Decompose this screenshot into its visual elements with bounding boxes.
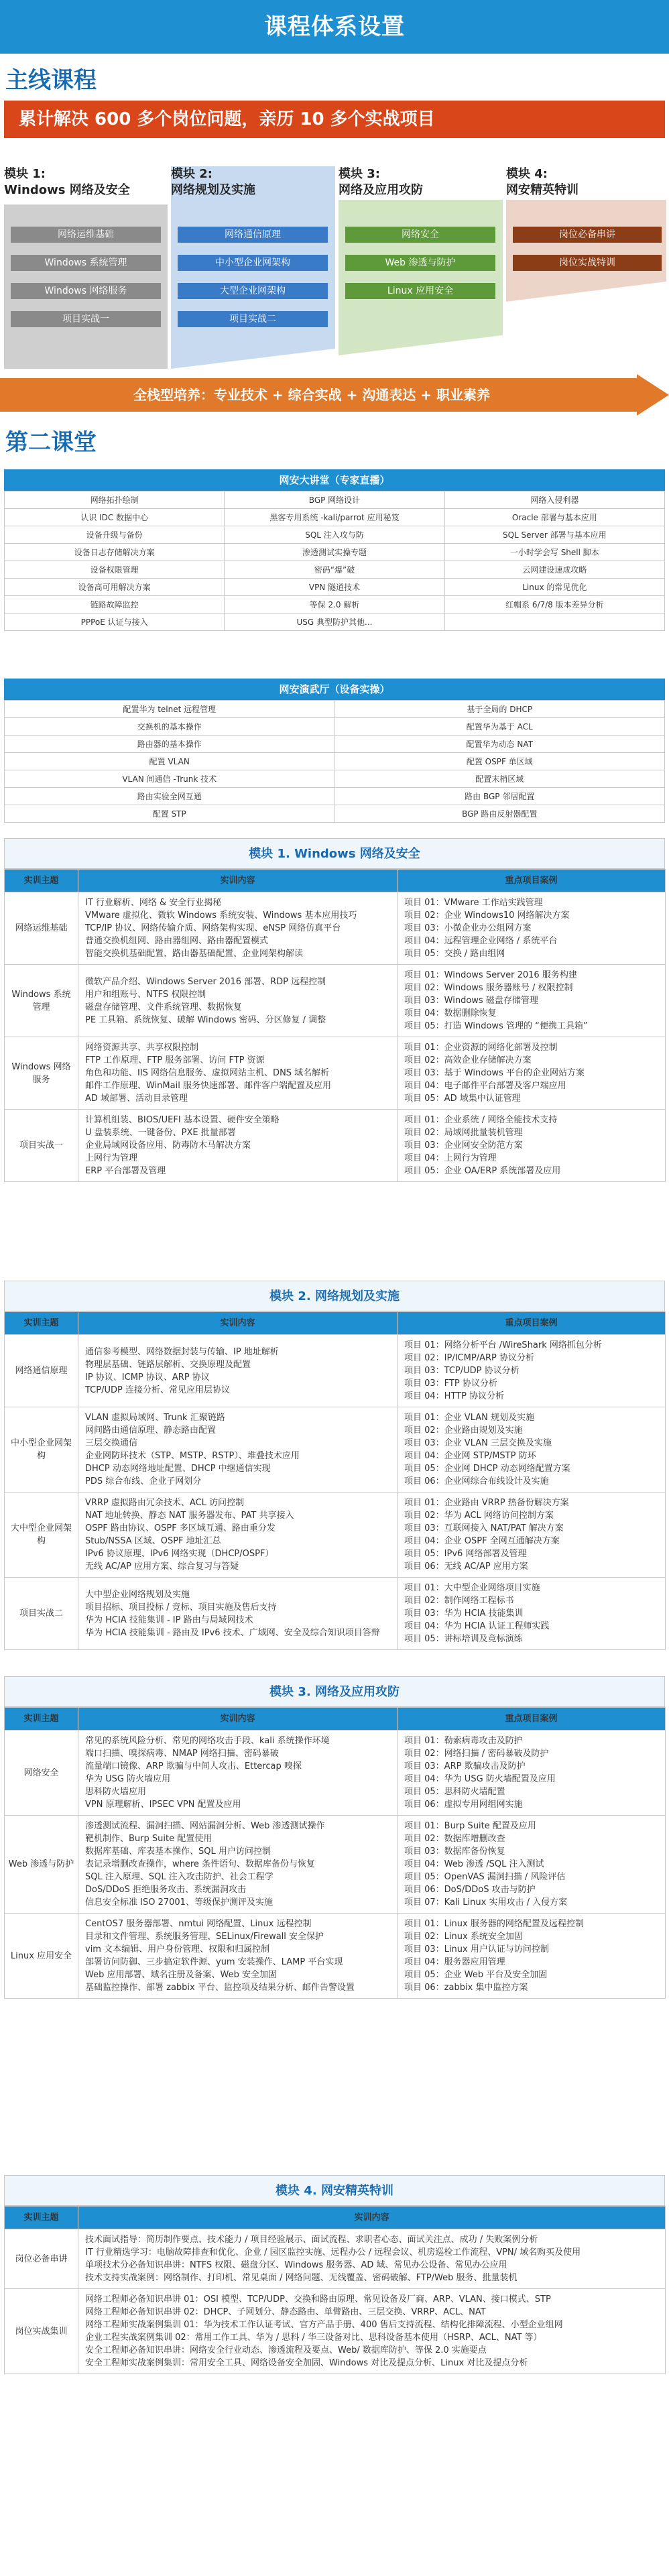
section-title-second: 第二课堂 xyxy=(5,429,97,456)
module-4-title: 模块 4: 网安精英特训 xyxy=(506,167,579,197)
table-row xyxy=(5,1037,666,1110)
m4-grid xyxy=(4,2206,666,2374)
module-1-item: Windows 系统管理 xyxy=(11,255,161,271)
case-line: 项目 03：企业网安全防范方案 xyxy=(404,1140,523,1151)
content-line: 数据库基础、库表基本操作、SQL 用户访问控制 xyxy=(85,1847,271,1857)
table-row xyxy=(5,1816,666,1914)
dojo-cell: 路由器的基本操作 xyxy=(5,736,335,753)
case-line: 项目 01：Burp Suite 配置及应用 xyxy=(404,1821,536,1831)
page-title: 课程体系设置 xyxy=(0,0,669,54)
dojo-cell: 交换机的基本操作 xyxy=(5,718,335,736)
content-line: 华为 HCIA 技能集训 - 路由及 IPv6 技术、广域网、安全及综合知识项目答辩 xyxy=(85,1627,380,1638)
column-header: 实训主题 xyxy=(5,870,78,892)
content-line: ERP 平台部署及管理 xyxy=(85,1166,166,1176)
lecture-cell: 设备升级与备份 xyxy=(5,526,225,544)
content-line: DHCP 动态网络地址配置、DHCP 中继通信实现 xyxy=(85,1464,271,1474)
content-line: VLAN 虚拟局域网、Trunk 汇聚链路 xyxy=(85,1413,225,1423)
lecture-cell: 网络入侵利器 xyxy=(444,491,664,509)
content-line: 大中型企业网络规划及实施 xyxy=(85,1589,190,1600)
lecture-cell: Linux 的常见优化 xyxy=(444,579,664,596)
lecture-cell: BGP 网络设计 xyxy=(225,491,444,509)
table-row xyxy=(5,1578,666,1650)
case-line: 项目 06：zabbix 集中监控方案 xyxy=(404,1983,528,1993)
case-line: 项目 02：高效企业存储解决方案 xyxy=(404,1055,532,1065)
content-line: 思科防火墙应用 xyxy=(85,1787,147,1797)
lecture-header: 网安大讲堂（专家直播） xyxy=(4,469,665,491)
content-line: OSPF 路由协议、OSPF 多区域互通、路由重分发 xyxy=(85,1523,276,1533)
case-line: 项目 05：IPv6 网络部署及管理 xyxy=(404,1549,527,1559)
content-line: U 盘装系统、一键备份、PXE 批量部署 xyxy=(85,1128,236,1138)
table-row xyxy=(5,2289,666,2374)
module-2-title: 模块 2: 网络规划及实施 xyxy=(171,167,255,197)
training-arrow-text: 全栈型培养：专业技术 + 综合实战 + 沟通表达 + 职业素养 xyxy=(133,387,491,403)
module-1-item: 项目实战一 xyxy=(11,311,161,327)
dojo-row xyxy=(5,753,665,770)
lecture-cell: SQL Server 部署与基本应用 xyxy=(444,526,664,544)
content-line: 企业局域网设备应用、防毒防木马解决方案 xyxy=(85,1140,251,1151)
content-line: 物理层基础、链路层解析、交换原理及配置 xyxy=(85,1359,251,1370)
content-line: 网间路由通信原理、静态路由配置 xyxy=(85,1425,217,1436)
lecture-table xyxy=(4,491,665,631)
case-line: 项目 06：虚拟专用网组网实施 xyxy=(404,1800,523,1810)
case-line: 项目 04：Web 渗透 /SQL 注入测试 xyxy=(404,1859,544,1869)
content-line: PE 工具箱、系统恢复、破解 Windows 密码、分区修复 / 调整 xyxy=(85,1014,326,1025)
module-2-item: 中小型企业网架构 xyxy=(178,255,328,271)
case-line: 项目 02：Windows 服务器账号 / 权限控制 xyxy=(404,983,573,993)
content-line: 智能交换机基础配置、路由器基础配置、企业网架构解读 xyxy=(85,949,304,959)
content-line: 角色和功能、IIS 网络信息服务、虚拟网站主机、DNS 域名解析 xyxy=(85,1068,330,1078)
lecture-cell: 红帽系 6/7/8 版本差异分析 xyxy=(444,596,664,613)
case-cell xyxy=(398,892,666,965)
lecture-cell: 黑客专用系统 -kali/parrot 应用秘笈 xyxy=(225,509,444,526)
topic-cell: 中小型企业网架构 xyxy=(5,1407,78,1492)
table-row xyxy=(5,1110,666,1182)
case-line: 项目 02：华为 ACL 网络访问控制方案 xyxy=(404,1511,554,1521)
module-1-title: 模块 1: Windows 网络及安全 xyxy=(4,167,130,197)
content-line: 无线 AC/AP 应用方案、综合复习与答疑 xyxy=(85,1562,239,1572)
case-line: 项目 03：TCP/UDP 协议分析 xyxy=(404,1366,520,1376)
content-line: CentOS7 服务器部署、nmtui 网络配置、Linux 远程控制 xyxy=(85,1919,312,1929)
m2-title: 模块 2. 网络规划及实施 xyxy=(4,1281,665,1311)
case-line: 项目 04：电子邮件平台部署及客户端应用 xyxy=(404,1081,566,1091)
table-row xyxy=(5,1407,666,1492)
topic-cell: 网络通信原理 xyxy=(5,1335,78,1407)
column-header: 实训内容 xyxy=(78,1312,398,1335)
table-row xyxy=(5,1731,666,1816)
case-line: 项目 02：网络扫描 / 密码暴破及防护 xyxy=(404,1749,549,1759)
content-line: TCP/IP 协议、网络传输介质、网络架构实现、eNSP 网络仿真平台 xyxy=(85,923,341,933)
content-line: 计算机组装、BIOS/UEFI 基本设置、硬件安全策略 xyxy=(85,1115,280,1125)
content-line: IPv6 协议原理、IPv6 网络实现（DHCP/OSPF） xyxy=(85,1549,274,1559)
topic-cell: 岗位必备串讲 xyxy=(5,2229,78,2289)
content-line: 华为 HCIA 技能集训 - IP 路由与局域网技术 xyxy=(85,1615,253,1625)
content-line: 信息安全标准 ISO 27001、等级保护测评及实施 xyxy=(85,1897,273,1908)
table-row xyxy=(5,892,666,965)
module-4-item: 岗位必备串讲 xyxy=(513,227,662,243)
case-line: 项目 03：基于 Windows 平台的企业网站方案 xyxy=(404,1068,585,1078)
lecture-row xyxy=(5,509,665,526)
module-2-item: 网络通信原理 xyxy=(178,227,328,243)
lecture-cell: 设备高可用解决方案 xyxy=(5,579,225,596)
case-line: 项目 05：AD 域集中认证管理 xyxy=(404,1094,521,1104)
content-cell xyxy=(78,1335,398,1407)
content-line: vim 文本编辑、用户身份管理、权限和归属控制 xyxy=(85,1944,270,1954)
table-row xyxy=(5,2229,666,2289)
module-4-bg xyxy=(506,200,666,302)
dojo-header: 网安演武厅（设备实操） xyxy=(4,679,665,700)
case-line: 项目 02：Linux 系统安全加固 xyxy=(404,1932,523,1942)
case-line: 项目 04：数据删除恢复 xyxy=(404,1008,497,1018)
lecture-row xyxy=(5,561,665,579)
lecture-cell: 一小时学会写 Shell 脚本 xyxy=(444,544,664,561)
lecture-cell: Oracle 部署与基本应用 xyxy=(444,509,664,526)
case-line: 项目 02：企业路由规划及实施 xyxy=(404,1425,523,1436)
dojo-cell: 配置华为动态 NAT xyxy=(334,736,665,753)
case-line: 项目 02：IP/ICMP/ARP 协议分析 xyxy=(404,1353,534,1363)
lecture-cell: 渗透测试实操专题 xyxy=(225,544,444,561)
dojo-cell: 配置 OSPF 单区域 xyxy=(334,753,665,770)
table-row xyxy=(5,1335,666,1407)
case-line: 项目 01：Windows Server 2016 服务构建 xyxy=(404,970,577,980)
topic-cell: 岗位实战集训 xyxy=(5,2289,78,2374)
case-cell xyxy=(398,965,666,1037)
case-line: 项目 05：思科防火墙配置 xyxy=(404,1787,505,1797)
content-line: 安全工程师必备知识串讲：网络安全行业动态、渗透流程及要点、Web/ 数据库防护、等保 2.0 实施要点 xyxy=(85,2345,487,2355)
dojo-cell: BGP 路由反射器配置 xyxy=(334,805,665,823)
case-line: 项目 01：企业路由 VRRP 热备份解决方案 xyxy=(404,1498,569,1508)
lecture-cell: USG 典型防护其他... xyxy=(225,613,444,631)
content-line: SQL 注入原理、SQL 注入攻击防护、社会工程学 xyxy=(85,1872,273,1882)
case-line: 项目 03：华为 HCIA 技能集训 xyxy=(404,1608,524,1619)
content-line: 华为 USG 防火墙应用 xyxy=(85,1774,171,1784)
lecture-cell xyxy=(444,613,664,631)
case-line: 项目 01：企业 VLAN 规划及实施 xyxy=(404,1413,534,1423)
content-line: 用户和组账号、NTFS 权限控制 xyxy=(85,989,206,1000)
case-line: 项目 05：讲标培训及竞标演练 xyxy=(404,1634,523,1644)
case-line: 项目 02：企业 Windows10 网络解决方案 xyxy=(404,911,570,921)
content-line: 普通交换机组网、路由器组网、路由器配置模式 xyxy=(85,936,269,946)
module-2-table xyxy=(4,1281,665,1650)
lecture-row xyxy=(5,579,665,596)
content-line: 端口扫描、嗅探病毒、NMAP 网络扫描、密码暴破 xyxy=(85,1749,279,1759)
case-line: 项目 04：远程管理企业网络 / 系统平台 xyxy=(404,936,558,946)
content-line: 通信参考模型、网络数据封装与传输、IP 地址解析 xyxy=(85,1346,279,1357)
module-3-item: 网络安全 xyxy=(345,227,495,243)
dojo-cell: 配置华为基于 ACL xyxy=(334,718,665,736)
content-line: 目录和文件管理、系统服务管理、SELinux/Firewall 安全保护 xyxy=(85,1932,324,1942)
content-line: 部署访问防御、三步搞定软件源、yum 安装操作、LAMP 平台实现 xyxy=(85,1957,343,1967)
m1-grid xyxy=(4,869,666,1182)
content-cell xyxy=(78,1110,398,1182)
content-line: Web 应用部署、域名注册及备案、Web 安全加固 xyxy=(85,1970,277,1980)
topic-cell: Web 渗透与防护 xyxy=(5,1816,78,1914)
module-2-item: 大型企业网架构 xyxy=(178,283,328,299)
lecture-row xyxy=(5,544,665,561)
case-line: 项目 03：Windows 磁盘存储管理 xyxy=(404,996,538,1006)
case-line: 项目 04：上网行为管理 xyxy=(404,1153,497,1163)
table-row xyxy=(5,1492,666,1578)
case-line: 项目 02：局域网批量装机管理 xyxy=(404,1128,523,1138)
lecture-cell: PPPoE 认证与接入 xyxy=(5,613,225,631)
dojo-cell: 配置 STP xyxy=(5,805,335,823)
topic-cell: 网络运维基础 xyxy=(5,892,78,965)
lecture-cell: 等保 2.0 解析 xyxy=(225,596,444,613)
content-line: FTP 工作原理、FTP 服务部署、访问 FTP 资源 xyxy=(85,1055,265,1065)
content-cell xyxy=(78,1492,398,1578)
column-header-row xyxy=(5,1312,666,1335)
case-line: 项目 04：服务器应用管理 xyxy=(404,1957,505,1967)
m4-title: 模块 4. 网安精英特训 xyxy=(4,2175,665,2206)
content-line: IP 协议、ICMP 协议、ARP 协议 xyxy=(85,1372,210,1383)
case-cell xyxy=(398,1578,666,1650)
case-line: 项目 05：企业 OA/ERP 系统部署及应用 xyxy=(404,1166,561,1176)
content-line: 企业工程实战案例集训 02：常用工作工具、华为 / 思科 / 华三设备对比、思科设备基本使用（HSRP、ACL、NAT 等） xyxy=(85,2333,542,2343)
lecture-cell: VPN 隧道技术 xyxy=(225,579,444,596)
content-line: 三层交换通信 xyxy=(85,1438,138,1448)
case-cell xyxy=(398,1110,666,1182)
case-cell xyxy=(398,1731,666,1816)
dojo-cell: 配置华为 telnet 远程管理 xyxy=(5,701,335,718)
dojo-row xyxy=(5,736,665,753)
content-line: 表记录增删改查操作，where 条件语句、数据库备份与恢复 xyxy=(85,1859,316,1869)
content-line: AD 域部署、活动目录管理 xyxy=(85,1094,188,1104)
content-cell xyxy=(78,1037,398,1110)
column-header: 实训内容 xyxy=(78,870,398,892)
content-line: 基础监控操作、部署 zabbix 平台、监控项及结果分析、邮件告警设置 xyxy=(85,1983,355,1993)
lecture-cell: 密码“爆”破 xyxy=(225,561,444,579)
dojo-row xyxy=(5,788,665,805)
content-line: 企业网防环技术（STP、MSTP、RSTP）、堆叠技术应用 xyxy=(85,1451,300,1461)
dojo-row xyxy=(5,701,665,718)
case-line: 项目 07：Kali Linux 实用攻击 / 入侵方案 xyxy=(404,1897,568,1908)
case-line: 项目 04：企业网 STP/MSTP 防环 xyxy=(404,1451,536,1461)
content-line: 流量端口镜像、ARP 欺骗与中间人攻击、Ettercap 嗅探 xyxy=(85,1761,302,1771)
table-row xyxy=(5,1914,666,1999)
case-line: 项目 05：企业 Web 平台及安全加固 xyxy=(404,1970,548,1980)
table-row xyxy=(5,965,666,1037)
lecture-row xyxy=(5,491,665,509)
lecture-cell: 认识 IDC 数据中心 xyxy=(5,509,225,526)
section-title-main: 主线课程 xyxy=(5,67,97,94)
lecture-row xyxy=(5,596,665,613)
lecture-cell: 设备日志存储解决方案 xyxy=(5,544,225,561)
case-line: 项目 04：HTTP 协议分析 xyxy=(404,1391,505,1401)
main-course-banner: 累计解决 600 多个岗位问题，亲历 10 多个实战项目 xyxy=(4,101,665,138)
content-cell xyxy=(78,1578,398,1650)
topic-cell: Linux 应用安全 xyxy=(5,1914,78,1999)
content-line: 项目招标、项目投标 / 竞标、项目实施及售后支持 xyxy=(85,1602,277,1613)
case-line: 项目 03：小微企业办公组网方案 xyxy=(404,923,532,933)
dojo-cell: 基于全局的 DHCP xyxy=(334,701,665,718)
m1-title: 模块 1. Windows 网络及安全 xyxy=(4,838,665,869)
lecture-cell: 链路故障监控 xyxy=(5,596,225,613)
topic-cell: Windows 网络服务 xyxy=(5,1037,78,1110)
column-header: 重点项目案例 xyxy=(398,1708,666,1731)
dojo-cell: VLAN 间通信 -Trunk 技术 xyxy=(5,770,335,788)
module-3-table xyxy=(4,1676,665,1999)
case-line: 项目 03：企业 VLAN 三层交换及实施 xyxy=(404,1438,552,1448)
content-line: VRRP 虚拟路由冗余技术、ACL 访问控制 xyxy=(85,1498,245,1508)
case-line: 项目 06：企业网综合布线设计及实施 xyxy=(404,1476,549,1486)
case-line: 项目 03：FTP 协议分析 xyxy=(404,1379,497,1389)
content-line: 技术支持实战案例：网络制作、打印机、常见桌面 / 网络问题、无线覆盖、密码破解、FTP/Web 服务、批量装机 xyxy=(85,2273,518,2283)
m3-grid xyxy=(4,1707,666,1999)
content-cell xyxy=(78,1407,398,1492)
module-4-table xyxy=(4,2175,665,2374)
case-cell xyxy=(398,1037,666,1110)
case-cell xyxy=(398,1816,666,1914)
lecture-row xyxy=(5,526,665,544)
case-cell xyxy=(398,1335,666,1407)
content-line: VMware 虚拟化、微软 Windows 系统安装、Windows 基本应用技巧 xyxy=(85,911,357,921)
case-line: 项目 05：打造 Windows 管理的 “便携工具箱” xyxy=(404,1021,588,1031)
topic-cell: 项目实战二 xyxy=(5,1578,78,1650)
dojo-cell: 配置 VLAN xyxy=(5,753,335,770)
topic-cell: Windows 系统管理 xyxy=(5,965,78,1037)
dojo-row xyxy=(5,805,665,823)
case-cell xyxy=(398,1914,666,1999)
dojo-cell: 路由实验全网互通 xyxy=(5,788,335,805)
column-header-row xyxy=(5,2207,666,2229)
case-line: 项目 03：互联网接入 NAT/PAT 解决方案 xyxy=(404,1523,564,1533)
content-line: 网络工程师实战案例集训 01：华为技术工作认证考试、官方产品手册、400 售后支持流程、结构化排障流程、小型企业组网 xyxy=(85,2320,563,2330)
content-cell xyxy=(78,2229,666,2289)
case-line: 项目 03：Linux 用户认证与访问控制 xyxy=(404,1944,549,1954)
content-line: IT 行业精选学习：电脑故障排查和优化、企业 / 园区监控实施、远程办公 / 远程会议、机房巡检工作流程、VPN/ 域名购买及使用 xyxy=(85,2247,581,2258)
content-cell xyxy=(78,965,398,1037)
content-line: 安全工程师实战案例集训：常用安全工具、网络设备安全加固、Windows 对比及提点分析、Linux 对比及提点分析 xyxy=(85,2358,528,2368)
case-line: 项目 03：数据库备份恢复 xyxy=(404,1847,505,1857)
content-line: 邮件工作原理、WinMail 服务快速部署、邮件客户端配置及应用 xyxy=(85,1081,331,1091)
module-3-item: Web 渗透与防护 xyxy=(345,255,495,271)
module-1-table xyxy=(4,838,665,1182)
content-line: 靶机制作、Burp Suite 配置使用 xyxy=(85,1834,212,1844)
case-line: 项目 01：企业资源的网络化部署及控制 xyxy=(404,1043,558,1053)
topic-cell: 网络安全 xyxy=(5,1731,78,1816)
dojo-row xyxy=(5,770,665,788)
content-line: 磁盘存储管理、文件系统管理、数据恢复 xyxy=(85,1002,243,1012)
content-line: TCP/UDP 连接分析、常见应用层协议 xyxy=(85,1385,230,1395)
column-header-row xyxy=(5,870,666,892)
content-line: 技术面试指导：简历制作要点、技术能力 / 项目经验展示、面试流程、求职者心态、面试关注点、成功 / 失败案例分析 xyxy=(85,2235,538,2245)
lecture-row xyxy=(5,613,665,631)
topic-cell: 项目实战一 xyxy=(5,1110,78,1182)
case-line: 项目 06：DoS/DDoS 攻击与防护 xyxy=(404,1885,536,1895)
content-line: Stub/NSSA 区域、OSPF 地址汇总 xyxy=(85,1536,221,1546)
case-line: 项目 06：无线 AC/AP 应用方案 xyxy=(404,1562,528,1572)
column-header: 重点项目案例 xyxy=(398,1312,666,1335)
case-line: 项目 04：华为 HCIA 认证工程师实践 xyxy=(404,1621,550,1631)
column-header: 实训主题 xyxy=(5,1312,78,1335)
content-line: 上网行为管理 xyxy=(85,1153,138,1163)
dojo-table xyxy=(4,700,665,823)
case-line: 项目 01：网络分析平台 /WireShark 网络抓包分析 xyxy=(404,1340,602,1350)
lecture-cell: 设备权限管理 xyxy=(5,561,225,579)
m2-grid xyxy=(4,1311,666,1650)
case-line: 项目 01：大中型企业网络项目实施 xyxy=(404,1583,540,1593)
case-line: 项目 03：ARP 欺骗攻击及防护 xyxy=(404,1761,526,1771)
dojo-cell: 路由 BGP 邻居配置 xyxy=(334,788,665,805)
topic-cell: 大中型企业网架构 xyxy=(5,1492,78,1578)
case-line: 项目 02：制作网络工程标书 xyxy=(404,1596,514,1606)
module-1-item: Windows 网络服务 xyxy=(11,283,161,299)
content-cell xyxy=(78,1816,398,1914)
dojo-row xyxy=(5,718,665,736)
lecture-cell: 云网建设速成攻略 xyxy=(444,561,664,579)
content-line: DoS/DDoS 拒绝服务攻击、系统漏洞攻击 xyxy=(85,1885,246,1895)
content-line: VPN 原理解析、IPSEC VPN 配置及应用 xyxy=(85,1800,241,1810)
m3-title: 模块 3. 网络及应用攻防 xyxy=(4,1676,665,1707)
content-line: 常见的系统风险分析、常见的网络攻击手段、kali 系统操作环境 xyxy=(85,1736,330,1746)
content-line: IT 行业解析、网络 & 安全行业揭秘 xyxy=(85,898,222,908)
case-line: 项目 05：企业网 DHCP 动态网络配置方案 xyxy=(404,1464,570,1474)
case-cell xyxy=(398,1492,666,1578)
content-cell xyxy=(78,1914,398,1999)
dojo-cell: 配置末梢区域 xyxy=(334,770,665,788)
content-line: NAT 地址转换、静态 NAT 服务器发布、PAT 共享接入 xyxy=(85,1511,294,1521)
column-header: 实训内容 xyxy=(78,1708,398,1731)
case-line: 项目 01：企业系统 / 网络全能技术支持 xyxy=(404,1115,558,1125)
content-line: 网络工程师必备知识串讲 02：DHCP、子网划分、静态路由、单臂路由、三层交换、VRRP、ACL、NAT xyxy=(85,2307,486,2317)
module-3-item: Linux 应用安全 xyxy=(345,283,495,299)
case-line: 项目 01：勒索病毒攻击及防护 xyxy=(404,1736,523,1746)
case-cell xyxy=(398,1407,666,1492)
content-cell xyxy=(78,1731,398,1816)
case-line: 项目 01：Linux 服务器的网络配置及远程控制 xyxy=(404,1919,584,1929)
lecture-cell: SQL 注入攻与防 xyxy=(225,526,444,544)
case-line: 项目 04：华为 USG 防火墙配置及应用 xyxy=(404,1774,556,1784)
column-header: 实训主题 xyxy=(5,2207,78,2229)
content-line: 微软产品介绍、Windows Server 2016 部署、RDP 远程控制 xyxy=(85,976,326,987)
content-line: 单项技术分必备知识串讲：NTFS 权限、磁盘分区、Windows 服务器、AD 域、常见办公设备、常见办公应用 xyxy=(85,2260,507,2270)
case-line: 项目 05：OpenVAS 漏洞扫描 / 风险评估 xyxy=(404,1872,566,1882)
lecture-cell: 网络拓扑绘制 xyxy=(5,491,225,509)
case-line: 项目 01：VMware 工作站实践管理 xyxy=(404,898,543,908)
column-header: 重点项目案例 xyxy=(398,870,666,892)
content-line: 渗透测试流程、漏洞扫描、网站漏洞分析、Web 渗透测试操作 xyxy=(85,1821,325,1831)
case-line: 项目 02：数据库增删改查 xyxy=(404,1834,505,1844)
column-header: 实训主题 xyxy=(5,1708,78,1731)
content-line: 网络资源共享、共享权限控制 xyxy=(85,1043,199,1053)
module-3-title: 模块 3: 网络及应用攻防 xyxy=(339,167,423,197)
content-line: PDS 综合布线、企业子网划分 xyxy=(85,1476,202,1486)
module-4-item: 岗位实战特训 xyxy=(513,255,662,271)
case-line: 项目 05：交换 / 路由组网 xyxy=(404,949,505,959)
module-3-bg xyxy=(339,200,503,355)
case-line: 项目 04：企业 OSPF 全网互通解决方案 xyxy=(404,1536,560,1546)
content-cell xyxy=(78,892,398,965)
content-line: 网络工程师必备知识串讲 01：OSI 模型、TCP/UDP、交换和路由原理、常见设备及厂商、ARP、VLAN、接口模式、STP xyxy=(85,2294,551,2304)
module-2-item: 项目实战二 xyxy=(178,311,328,327)
content-cell xyxy=(78,2289,666,2374)
column-header-row xyxy=(5,1708,666,1731)
module-1-item: 网络运维基础 xyxy=(11,227,161,243)
column-header: 实训内容 xyxy=(78,2207,666,2229)
